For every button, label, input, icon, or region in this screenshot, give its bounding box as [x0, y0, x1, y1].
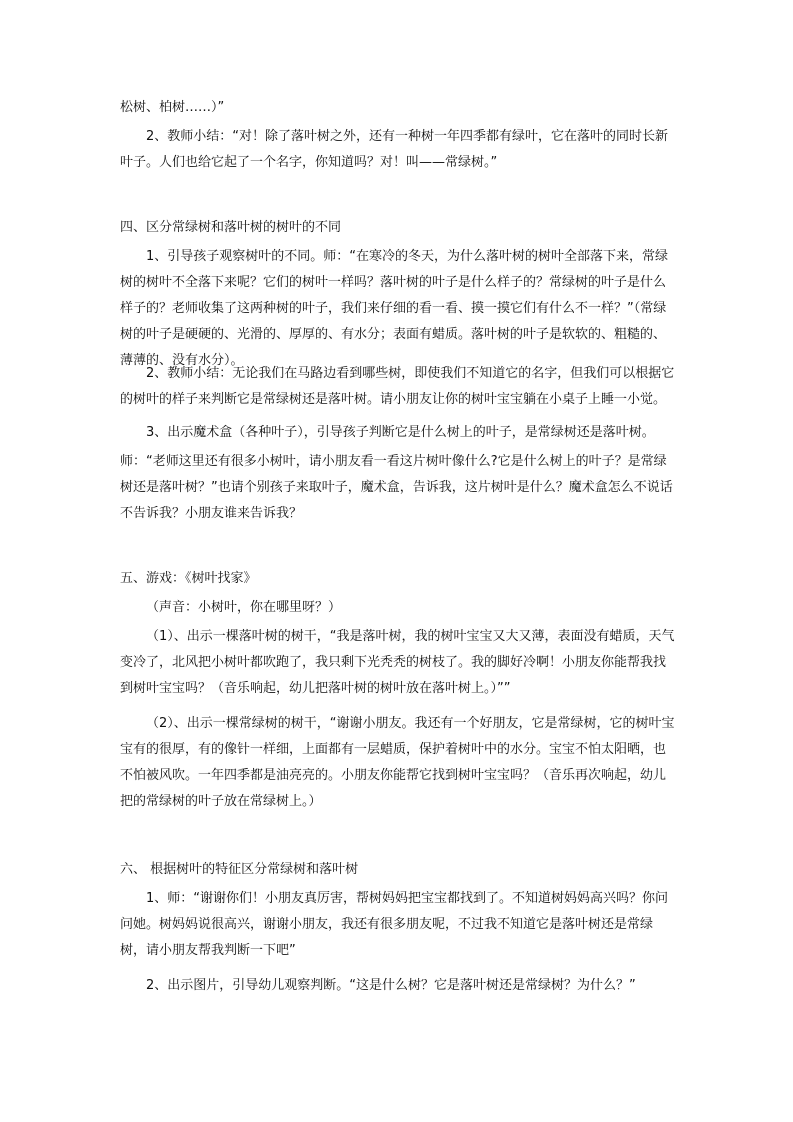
- paragraph-observe-leaves: 1、引导孩子观察树叶的不同。师：“在寒冷的冬天，为什么落叶树的树叶全部落下来，常绿树的树叶不全落下来呢？它们的树叶一样吗？落叶树的叶子是什么样子的？常绿树的叶子是什么样子的？老师收集了这两种树的叶子，我们来仔细的看一看、摸一摸它们有什么不一样？”（常绿树的叶子是硬硬的、光滑的、厚厚的、有水分；表面有蜡质。落叶树的叶子是软软的、粗糙的、薄薄的、没有水分）。: [120, 249, 669, 368]
- section-heading-5: 五、游戏：《树叶找家》: [120, 571, 257, 586]
- paragraph-sound-cue: （声音：小树叶，你在哪里呀？）: [146, 600, 342, 615]
- section-heading-4: 四、区分常绿树和落叶树的树叶的不同: [120, 220, 342, 235]
- paragraph-evergreen-tree: （2）、出示一棵常绿树的树干，“谢谢小朋友。我还有一个好朋友，它是常绿树，它的树叶宝宝有的很厚，有的像针一样细，上面都有一层蜡质，保护着树叶中的水分。宝宝不怕太阳晒，也不怕被风吹。一年四季都是油亮亮的。小朋友你能帮它找到树叶宝宝吗？（音乐再次响起，幼儿把的常绿树的叶子放在常绿树上。）: [120, 716, 675, 809]
- paragraph-magic-box: 3、出示魔术盒（各种叶子），引导孩子判断它是什么树上的叶子，是常绿树还是落叶树。: [146, 425, 655, 440]
- section-heading-6: 六、 根据树叶的特征区分常绿树和落叶树: [120, 862, 359, 877]
- paragraph-teacher-question: 师：“老师这里还有很多小树叶，请小朋友看一看这片树叶像什么?它是什么树上的叶子？是常绿树还是落叶树？”也请个别孩子来取叶子，魔术盒，告诉我，这片树叶是什么？魔术盒怎么不说话不告诉我？小朋友谁来告诉我？: [120, 454, 673, 521]
- paragraph-teacher-summary: 2、教师小结：“对！除了落叶树之外，还有一种树一年四季都有绿叶，它在落叶的同时长新叶子。人们也给它起了一个名字，你知道吗？对！叫——常绿树。”: [120, 129, 669, 170]
- paragraph-thanks: 1、师：“谢谢你们！小朋友真厉害，帮树妈妈把宝宝都找到了。不知道树妈妈高兴吗？你问问她。树妈妈说很高兴，谢谢小朋友，我还有很多朋友呢，不过我不知道它是落叶树还是常绿树，请小朋友帮我判断一下吧”: [120, 891, 669, 958]
- paragraph-show-pictures: 2、出示图片，引导幼儿观察判断。“这是什么树？它是落叶树还是常绿树？为什么？”: [146, 978, 636, 993]
- paragraph-continuation: 松树、柏树……）”: [120, 100, 225, 115]
- paragraph-teacher-summary-2: 2、教师小结：无论我们在马路边看到哪些树，即使我们不知道它的名字，但我们可以根据它的树叶的样子来判断它是常绿树还是落叶树。请小朋友让你的树叶宝宝躺在小桌子上睡一小觉。: [120, 366, 675, 407]
- paragraph-deciduous-tree: （1）、出示一棵落叶树的树干，“我是落叶树，我的树叶宝宝又大又薄，表面没有蜡质，天气变冷了，北风把小树叶都吹跑了，我只剩下光秃秃的树枝了。我的脚好冷啊！小朋友你能帮我找到树叶宝宝吗？（音乐响起，幼儿把落叶树的树叶放在落叶树上。）””: [120, 629, 675, 696]
